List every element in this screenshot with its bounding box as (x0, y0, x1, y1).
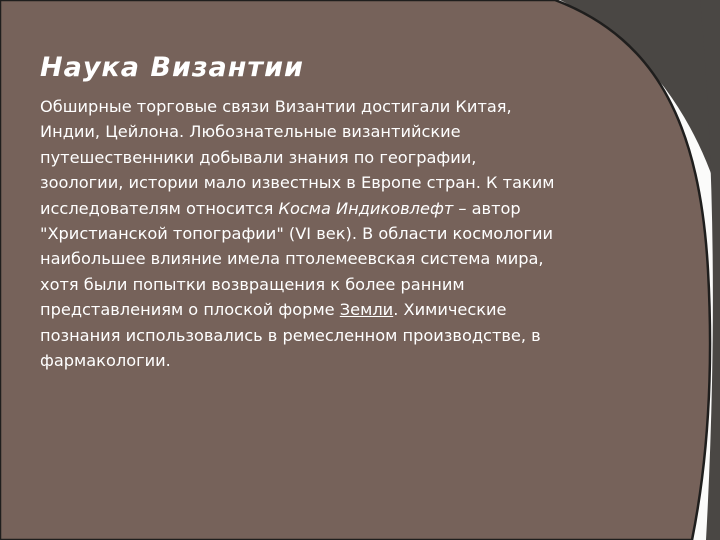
earth-link[interactable]: Земли (339, 300, 394, 320)
slide-body-text (40, 94, 560, 373)
slide-title: Наука Византии (40, 52, 304, 83)
body-text-part-3: . Химические познания использовались в ремесленном производстве, в фармакологии. (40, 300, 541, 371)
body-text-part-2: – автор "Христианской топографии" (VI век). В области космологии наибольшее влияние имела птолемеевская система мира, хотя были попытки возвращения к более ранним представлениям о плоской форме (40, 198, 554, 320)
body-text-part-1: Обширные торговые связи Византии достигали Китая, Индии, Цейлона. Любознательные византийские путешественники добывали знания по географии, зоологии, истории мало известных в Европе стран. К таким исследователям относится (40, 97, 555, 218)
body-text-emphasis: Косма Индиковлефт (278, 198, 454, 218)
